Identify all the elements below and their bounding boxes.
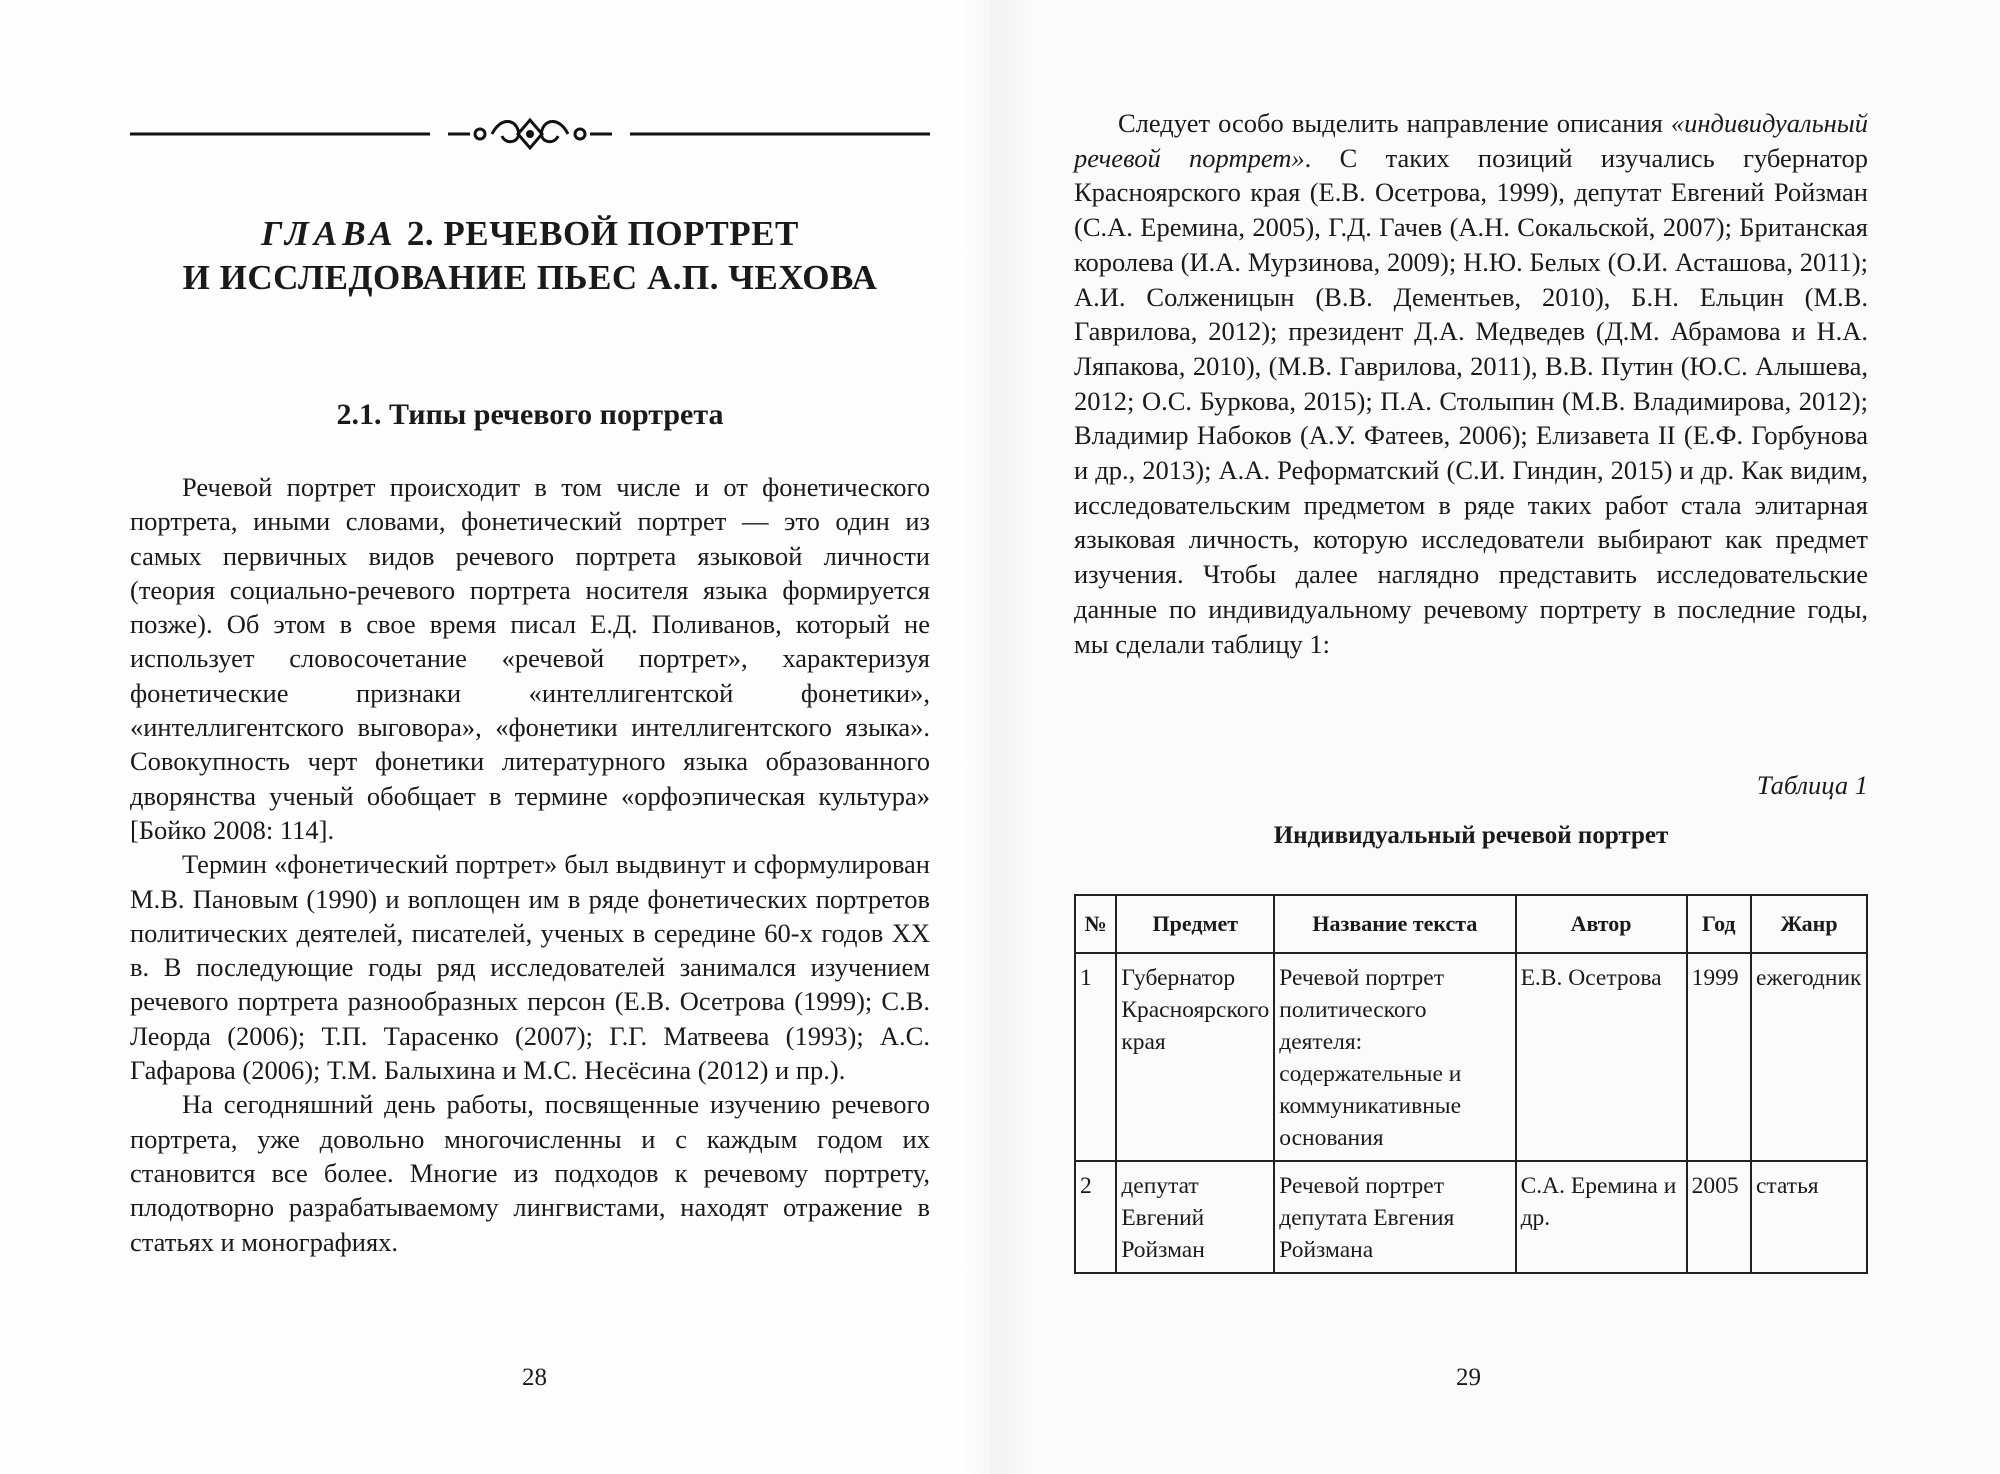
table-cell: Е.В. Осетрова xyxy=(1516,953,1687,1161)
table-header: Название текста xyxy=(1274,895,1515,953)
table-row xyxy=(1075,1161,1867,1273)
chapter-title xyxy=(130,212,930,300)
table-header: Предмет xyxy=(1116,895,1274,953)
section-title: 2.1. Типы речевого портрета xyxy=(336,398,724,431)
table-header: Автор xyxy=(1516,895,1687,953)
paragraph-rest: . С таких позиций изучались губернатор Красноярского края (Е.В. Осетрова, 1999), депутат Евгений Ройзман (С.А. Еремина, 2005), Г.Д. Гачев (А.Н. Сокальской, 2007); Британская королева (И.А. Мурзинова, 2009); Н.Ю. Белых (О.И. Асташова, 2011); А.И. Солженицын (В.В. Дементьев, 2010), Б.Н. Ельцин (М.В. Гаврилова, 2012); президент Д.А. Медведев (Д.М. Абрамова и Н.А. Ляпакова, 2010), (М.В. Гаврилова, 2011), В.В. Путин (Ю.С. Алышева, 2012; О.С. Буркова, 2015); П.А. Столыпин (М.В. Владимирова, 2012); Владимир Набоков (А.У. Фатеев, 2006); Елизавета II (Е.Ф. Горбунова и др., 2013); А.А. Реформатский (С.И. Гиндин, 2015) и др. Как видим, исследовательским предметом в ряде таких работ стала элитарная языковая личность, которую исследователи выбирают как предмет изучения. Чтобы далее наглядно представить исследовательские данные по индивидуальному речевому портрету в последние годы, мы сделали таблицу 1: xyxy=(1074,142,1868,659)
right-body-text xyxy=(1074,106,1868,661)
table-cell: 2005 xyxy=(1687,1161,1751,1273)
table-cell: статья xyxy=(1751,1161,1867,1273)
chapter-title-line2: И ИССЛЕДОВАНИЕ ПЬЕС А.П. ЧЕХОВА xyxy=(182,258,878,297)
left-body-text xyxy=(130,470,930,1259)
paragraph: Речевой портрет происходит в том числе и от фонетического портрета, иными словами, фонетический портрет — это один из самых первичных видов речевого портрета языковой личности (теория социально-речевого портрета носителя языка формируется позже). Об этом в свое время писал Е.Д. Поливанов, который не использует словосочетание «речевой портрет», характеризуя фонетические признаки «интеллигентской фонетики», «интеллигентского выговора», «фонетики интеллигентского языка». Совокупность черт фонетики литературного языка образованного дворянства ученый обобщает в термине «орфоэпическая культура» [Бойко 2008: 114]. xyxy=(130,472,930,845)
table-cell: ежегодник xyxy=(1751,953,1867,1161)
table-cell: С.А. Еремина и др. xyxy=(1516,1161,1687,1273)
paragraph: На сегодняшний день работы, посвященные изучению речевого портрета, уже довольно многочисленны и с каждым годом их становится все более. Многие из подходов к речевому портрету, плодотворно разрабатываемому лингвистами, находят отражение в статьях и монографиях. xyxy=(130,1089,930,1257)
data-table xyxy=(1074,894,1868,1274)
table-cell: 1999 xyxy=(1687,953,1751,1161)
table-row xyxy=(1075,953,1867,1161)
paragraph: Термин «фонетический портрет» был выдвинут и сформулирован М.В. Пановым (1990) и воплощен им в ряде фонетических портретов политических деятелей, писателей, ученых в середине 60-х годов XX в. В последующие годы ряд исследователей занимался изучением речевого портрета разнообразных персон (Е.В. Осетрова (1999); С.В. Леорда (2006); Т.П. Тарасенко (2007); Г.Г. Матвеева (1993); А.С. Гафарова (2006); Т.М. Балыхина и М.С. Несёсина (2012) и пр.). xyxy=(130,849,930,1086)
chapter-label: ГЛАВА xyxy=(261,214,398,253)
ornament-divider xyxy=(130,108,930,158)
table-cell: Речевой портрет политического деятеля: содержательные и коммуникативные основания xyxy=(1274,953,1515,1161)
table-title: Индивидуальный речевой портрет xyxy=(1273,822,1669,849)
table-header: Год xyxy=(1687,895,1751,953)
book-gutter xyxy=(960,0,1030,1474)
table-cell: Губернатор Красноярского края xyxy=(1116,953,1274,1161)
table-label: Таблица 1 xyxy=(1756,770,1868,800)
chapter-title-line1: 2. РЕЧЕВОЙ ПОРТРЕТ xyxy=(406,214,799,253)
table-header: № xyxy=(1075,895,1116,953)
paragraph xyxy=(1074,106,1868,661)
table-cell: Речевой портрет депутата Евгения Ройзмана xyxy=(1274,1161,1515,1273)
paragraph-intro: Следует особо выделить направление описания xyxy=(1118,108,1671,138)
table-header: Жанр xyxy=(1751,895,1867,953)
page-number-left: 28 xyxy=(522,1364,547,1391)
paragraph-emphasis: «индивидуальный речевой портрет» xyxy=(1074,108,1868,173)
table-cell: 2 xyxy=(1075,1161,1116,1273)
table-cell: 1 xyxy=(1075,953,1116,1161)
table-header-row xyxy=(1075,895,1867,953)
page-number-right: 29 xyxy=(1456,1364,1481,1391)
table-cell: депутат Евгений Ройзман xyxy=(1116,1161,1274,1273)
